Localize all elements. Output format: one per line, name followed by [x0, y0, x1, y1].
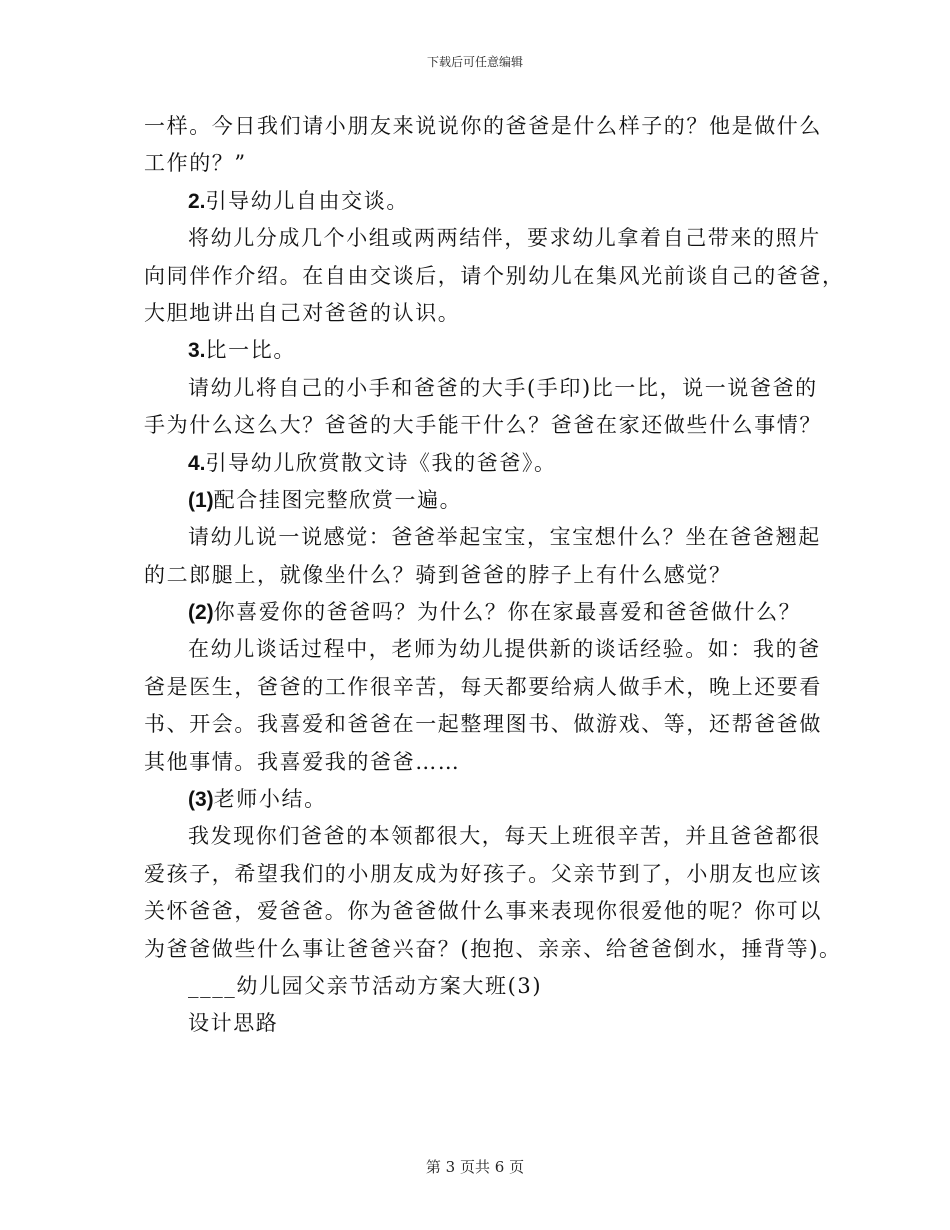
- list-number: (2): [188, 601, 214, 625]
- text-line: [144, 706, 820, 743]
- line-text: 书、开会。我喜爱和爸爸在一起整理图书、做游戏、等，还帮爸爸做: [144, 712, 822, 737]
- line-text: 将幼儿分成几个小组或两两结伴，要求幼儿拿着自己带来的照片: [188, 226, 821, 251]
- text-line: [144, 220, 820, 257]
- text-line: [144, 856, 820, 893]
- text-line: [144, 594, 820, 631]
- line-text: 手为什么这么大？爸爸的大手能干什么？爸爸在家还做些什么事情？: [144, 413, 822, 438]
- line-text: 爸是医生，爸爸的工作很辛苦，每天都要给病人做手术，晚上还要看: [144, 674, 822, 699]
- list-number: 3.: [188, 339, 206, 363]
- line-text: 比一比。: [205, 338, 296, 363]
- line-text: 在幼儿谈话过程中，老师为幼儿提供新的谈话经验。如：我的爸: [188, 637, 821, 662]
- line-text: 配合挂图完整欣赏一遍。: [213, 487, 463, 512]
- line-text: 大胆地讲出自己对爸爸的认识。: [144, 300, 461, 325]
- text-line: [144, 931, 842, 968]
- text-line: [144, 145, 820, 182]
- page-header: 下载后可任意编辑: [426, 55, 523, 69]
- line-text: 爱孩子，希望我们的小朋友成为好孩子。父亲节到了，小朋友也应该: [144, 861, 822, 886]
- line-text: 的二郎腿上，就像坐什么？骑到爸爸的脖子上有什么感觉？: [144, 562, 732, 587]
- line-text: 引导幼儿自由交谈。: [205, 188, 409, 213]
- text-line: [144, 557, 820, 594]
- text-line: [144, 968, 820, 1005]
- text-line: [144, 295, 820, 332]
- text-line: [144, 818, 820, 855]
- text-line: [144, 108, 820, 145]
- text-line: [144, 744, 820, 781]
- text-line: [144, 370, 820, 407]
- line-text: ____幼儿园父亲节活动方案大班(3): [188, 973, 543, 998]
- list-number: 4.: [188, 451, 206, 475]
- line-text: 一样。今日我们请小朋友来说说你的爸爸是什么样子的？他是做什么: [144, 114, 822, 138]
- page-footer: 第 3 页共 6 页: [425, 1158, 525, 1176]
- text-line: [144, 1005, 820, 1042]
- text-line: [144, 781, 820, 818]
- text-line: [144, 445, 820, 482]
- text-line: [144, 258, 845, 295]
- list-number: (1): [188, 488, 214, 512]
- line-text: 工作的？”: [144, 151, 247, 176]
- text-line: [144, 669, 820, 706]
- text-line: [144, 893, 820, 930]
- list-number: 2.: [188, 189, 206, 213]
- text-line: [144, 519, 820, 556]
- document-body: [144, 108, 845, 1043]
- text-line: [144, 407, 820, 444]
- line-text: 引导幼儿欣赏散文诗《我的爸爸》。: [205, 450, 557, 475]
- text-line: [144, 183, 820, 220]
- list-number: (3): [188, 788, 214, 812]
- line-text: 老师小结。: [213, 787, 327, 812]
- line-text: 设计思路: [188, 1011, 279, 1036]
- line-text: 请幼儿说一说感觉：爸爸举起宝宝，宝宝想什么？坐在爸爸翘起: [188, 525, 821, 550]
- text-line: [144, 482, 820, 519]
- line-text: 请幼儿将自己的小手和爸爸的大手(手印)比一比，说一说爸爸的: [188, 375, 818, 400]
- text-line: [144, 332, 820, 369]
- line-text: 其他事情。我喜爱我的爸爸……: [144, 749, 461, 774]
- text-line: [144, 631, 820, 668]
- line-text: 向同伴作介绍。在自由交谈后，请个别幼儿在集风光前谈自己的爸爸，: [144, 263, 845, 288]
- line-text: 你喜爱你的爸爸吗？为什么？你在家最喜爱和爸爸做什么？: [213, 600, 802, 625]
- line-text: 关怀爸爸，爱爸爸。你为爸爸做什么事来表现你很爱他的呢？你可以: [144, 899, 822, 924]
- line-text: 我发现你们爸爸的本领都很大，每天上班很辛苦，并且爸爸都很: [188, 824, 821, 849]
- line-text: 为爸爸做些什么事让爸爸兴奋？(抱抱、亲亲、给爸爸倒水，捶背等)。: [144, 936, 842, 961]
